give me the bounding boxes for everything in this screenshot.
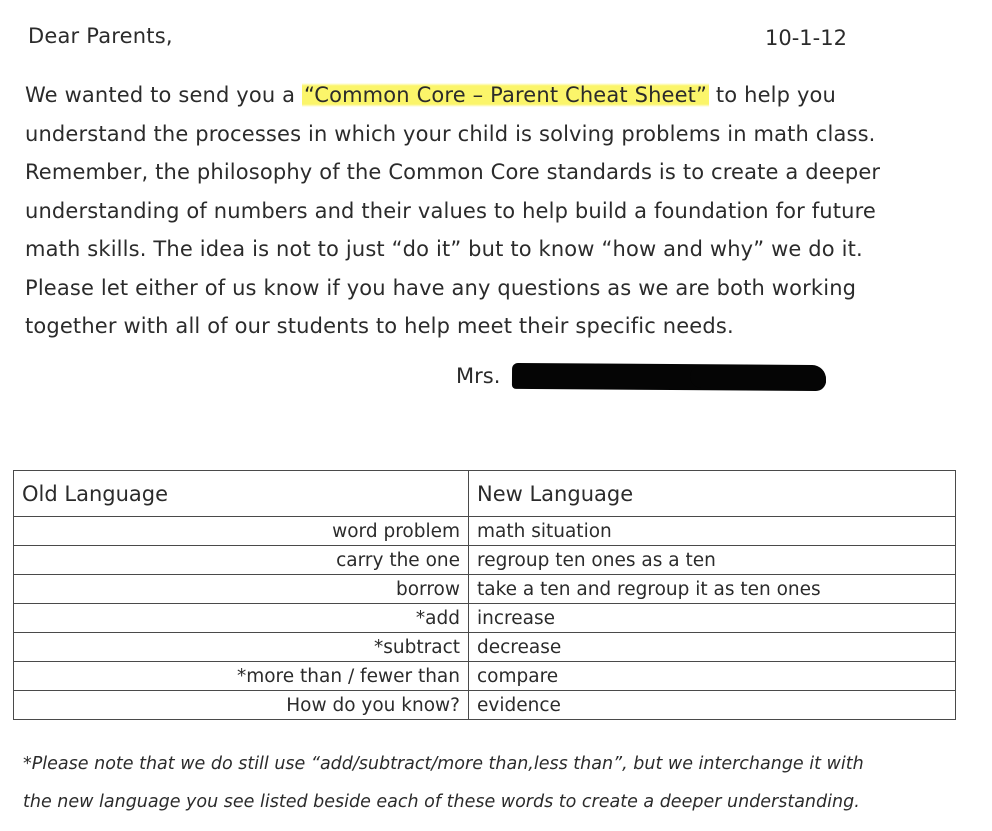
- letter-line-1: [25, 76, 945, 115]
- old-term: *subtract: [14, 633, 469, 662]
- table-row: [14, 662, 956, 691]
- new-term: take a ten and regroup it as ten ones: [469, 575, 956, 604]
- letter-line-6: Please let either of us know if you have any questions as we are both working: [25, 275, 857, 300]
- old-term: *add: [14, 604, 469, 633]
- new-term: regroup ten ones as a ten: [469, 546, 956, 575]
- footnote: [23, 745, 963, 821]
- letter-line-1-end: to help you: [709, 83, 836, 107]
- letter-body: [25, 76, 945, 346]
- old-term: *more than / fewer than: [14, 662, 469, 691]
- new-term: evidence: [469, 691, 956, 720]
- new-term: increase: [469, 604, 956, 633]
- table-row: [14, 633, 956, 662]
- table-row: [14, 517, 956, 546]
- table-row: [14, 691, 956, 720]
- footnote-line-2: the new language you see listed beside each of these words to create a deeper understanding.: [23, 792, 860, 812]
- old-term: borrow: [14, 575, 469, 604]
- new-language-header: New Language: [469, 471, 956, 517]
- redacted-name-tail: [690, 366, 826, 388]
- letter-line-2: understand the processes in which your child is solving problems in math class.: [25, 121, 876, 146]
- table-row: [14, 546, 956, 575]
- old-term: How do you know?: [14, 691, 469, 720]
- old-term: word problem: [14, 517, 469, 546]
- new-term: compare: [469, 662, 956, 691]
- letter-line-4: understanding of numbers and their values to help build a foundation for future: [25, 198, 876, 223]
- table-row: [14, 604, 956, 633]
- old-term: carry the one: [14, 546, 469, 575]
- highlighted-title: “Common Core – Parent Cheat Sheet”: [303, 83, 708, 107]
- letter-line-5: math skills. The idea is not to just “do it” but to know “how and why” we do it.: [25, 237, 863, 261]
- signature-prefix: Mrs.: [456, 364, 501, 388]
- table-row: [14, 575, 956, 604]
- letter-date: 10-1-12: [765, 26, 847, 50]
- greeting: Dear Parents,: [28, 24, 173, 48]
- language-table: [13, 470, 956, 720]
- letter-line-7: together with all of our students to help meet their specific needs.: [25, 314, 734, 338]
- new-term: decrease: [469, 633, 956, 662]
- table-header-row: [14, 471, 956, 517]
- letter-line-3: Remember, the philosophy of the Common Core standards is to create a deeper: [25, 160, 881, 184]
- footnote-line-1: *Please note that we do still use “add/subtract/more than,less than”, but we interchange it with: [23, 754, 864, 774]
- old-language-header: Old Language: [14, 471, 469, 517]
- letter-line-1-start: We wanted to send you a: [25, 83, 302, 107]
- new-term: math situation: [469, 517, 956, 546]
